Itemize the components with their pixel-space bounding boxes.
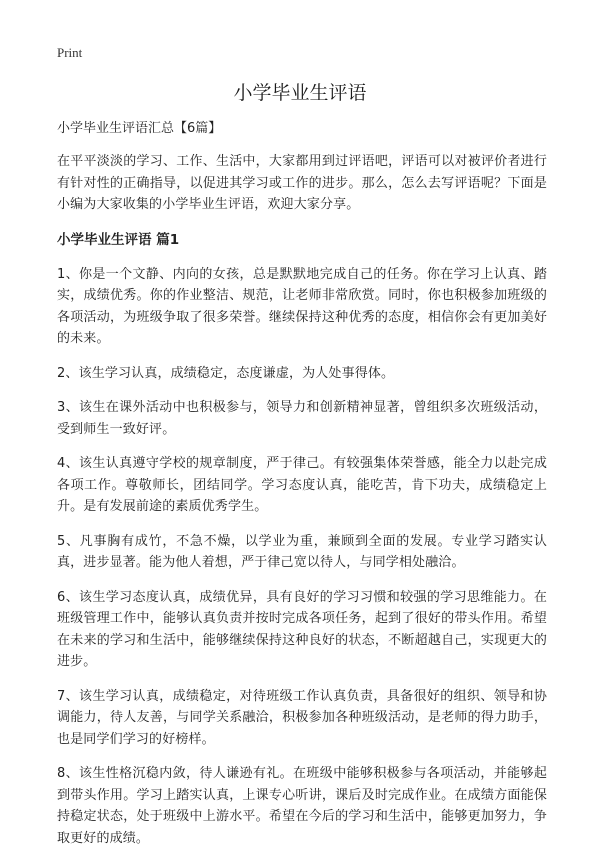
comment-paragraph-7: 7、该生学习认真，成绩稳定，对待班级工作认真负责，具备很好的组织、领导和协调能力，待人友善，与同学关系融洽，积极参加各种班级活动，是老师的得力助手，也是同学们学习的好榜样。 xyxy=(57,688,547,747)
comment-paragraph-3: 3、该生在课外活动中也积极参与，领导力和创新精神显著，曾组织多次班级活动，受到师生一致好评。 xyxy=(57,400,547,437)
comment-paragraph-4: 4、该生认真遵守学校的规章制度，严于律己。有较强集体荣誉感，能全力以赴完成各项工作。尊敬师长，团结同学。学习态度认真，能吃苦，肯下功夫，成绩稳定上升。是有发展前途的素质优秀学生。 xyxy=(57,456,547,514)
comment-paragraph-6: 6、该生学习态度认真，成绩优异，具有良好的学习习惯和较强的学习思维能力。在班级管理工作中，能够认真负责并按时完成各项任务，起到了很好的带头作用。希望在未来的学习和生活中，能够继续保持这种良好的状态，不断超越自己，实现更大的进步。 xyxy=(57,589,547,669)
comment-paragraph-1: 1、你是一个文静、内向的女孩，总是默默地完成自己的任务。你在学习上认真、踏实，成绩优秀。你的作业整洁、规范，让老师非常欣赏。同时，你也积极参加班级的各项活动，为班级争取了很多荣誉。继续保持这种优秀的态度，相信你会有更加美好的未来。 xyxy=(57,266,547,346)
intro-paragraph: 在平平淡淡的学习、工作、生活中，大家都用到过评语吧，评语可以对被评价者进行有针对性的正确指导，以促进其学习或工作的进步。那么，怎么去写评语呢？下面是小编为大家收集的小学毕业生评语，欢迎大家分享。 xyxy=(57,154,547,212)
article-body xyxy=(57,119,547,862)
comment-paragraph-5: 5、凡事胸有成竹，不急不燥，以学业为重，兼顾到全面的发展。专业学习踏实认真，进步显著。能为他人着想，严于律己宽以待人，与同学相处融洽。 xyxy=(57,533,547,570)
article-subtitle: 小学毕业生评语汇总【6篇】 xyxy=(57,121,222,136)
comment-paragraph-2: 2、该生学习认真，成绩稳定，态度谦虚，为人处事得体。 xyxy=(57,365,395,381)
page-title: 小学毕业生评语 xyxy=(233,82,367,104)
comment-paragraph-8: 8、该生性格沉稳内敛，待人谦逊有礼。在班级中能够积极参与各项活动，并能够起到带头作用。学习上踏实认真，上课专心听讲，课后及时完成作业。在成绩方面能保持稳定状态，处于班级中上游水平。希望在今后的学习和生活中，能够更加努力，争取更好的成绩。 xyxy=(57,766,547,846)
section-heading: 小学毕业生评语 篇1 xyxy=(57,231,180,248)
print-link[interactable]: Print xyxy=(57,45,83,60)
